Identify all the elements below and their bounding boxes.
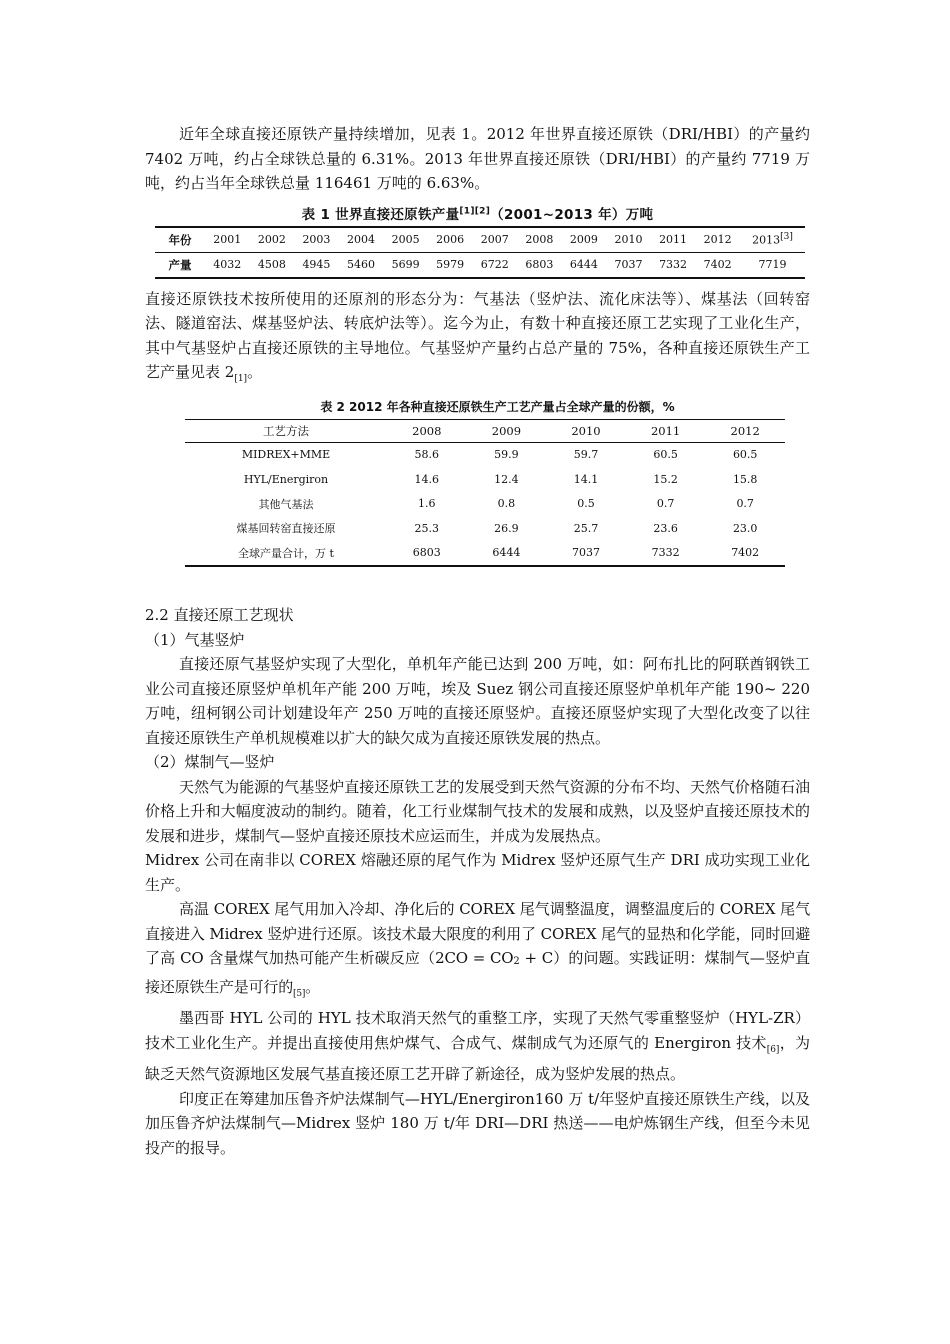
paragraph-hyl: 墨西哥 HYL 公司的 HYL 技术取消天然气的重整工序，实现了天然气零重整竖炉（HYL-ZR）技术工业化生产。并提出直接使用焦炉煤气、合成气、煤制成气为还原气的 Energiron 技术$_{[6]}$，为缺乏天然气资源地区发展气基直接还原工艺开辟了新途径，成为竖炉发展的热点。 bbox=[145, 1009, 810, 1083]
paragraph-gas-shaft: 直接还原气基竖炉实现了大型化，单机年产能已达到 200 万吨，如：阿布扎比的阿联酋钢铁工业公司直接还原竖炉单机年产能 200 万吨，埃及 Suez 钢公司直接还原竖炉单机年产能 190~ 220 万吨，纽柯钢公司计划建设年产 250 万吨的直接还原竖炉。直接还原竖炉实现了大型化改变了以往直接还原铁生产单机规模难以扩大的缺欠成为直接还原铁发展的热点。 bbox=[145, 655, 810, 747]
subsection-title-gas-shaft: （1）气基竖炉 bbox=[145, 630, 245, 649]
table1-output-row bbox=[155, 252, 805, 278]
table1-value: 7037 bbox=[606, 252, 651, 278]
table1-value: 6722 bbox=[472, 252, 517, 278]
table2-header-row bbox=[185, 419, 785, 442]
table-row bbox=[185, 516, 785, 541]
table2-title: 表 2 2012 年各种直接还原铁生产工艺产量占全球产量的份额，% bbox=[320, 399, 675, 414]
table2-cell: 6803 bbox=[387, 541, 467, 567]
table2-cell: 15.8 bbox=[732, 472, 758, 486]
table1-year: 2011 bbox=[651, 227, 696, 253]
table1-value: 6444 bbox=[562, 252, 607, 278]
table2-cell: 7332 bbox=[626, 541, 706, 567]
table2-cell: 7037 bbox=[546, 541, 626, 567]
table1-value: 5979 bbox=[428, 252, 473, 278]
table1-year: 2009 bbox=[562, 227, 607, 253]
table2-cell: 6444 bbox=[467, 541, 547, 567]
table1-value: 5460 bbox=[339, 252, 384, 278]
table2-header: 2011 bbox=[626, 419, 706, 442]
table2-process-share bbox=[185, 419, 785, 568]
table2-cell: 25.7 bbox=[573, 521, 599, 535]
table2-cell: 14.1 bbox=[573, 472, 599, 486]
table-row bbox=[185, 492, 785, 517]
table1-production bbox=[155, 226, 805, 279]
paragraph-corex-offgas: 高温 COREX 尾气用加入冷却、净化后的 COREX 尾气调整温度，调整温度后的 COREX 尾气直接进入 Midrex 竖炉进行还原。该技术最大限度的利用了 COREX 尾气的显热和化学能，同时回避了高 CO 含量煤气加热可能产生析碳反应（2CO = CO2 + C）的问题。实践证明：煤制气—竖炉直接还原铁生产是可行的$_{[5]}$。 bbox=[145, 900, 810, 999]
table1-header-output: 产量 bbox=[155, 252, 205, 278]
table1-year-last: 2013[3] bbox=[740, 227, 805, 253]
table1-value: 4945 bbox=[294, 252, 339, 278]
table2-cell: 25.3 bbox=[414, 521, 440, 535]
table1-value: 4032 bbox=[205, 252, 250, 278]
table1-year: 2008 bbox=[517, 227, 562, 253]
table2-cell: HYL/Energiron bbox=[243, 472, 329, 486]
table1-value: 5699 bbox=[383, 252, 428, 278]
table2-cell: 0.5 bbox=[577, 497, 595, 511]
table1-year: 2003 bbox=[294, 227, 339, 253]
table2-cell: 59.7 bbox=[573, 448, 599, 462]
table2-cell: 23.0 bbox=[732, 521, 758, 535]
table2-cell: 0.7 bbox=[656, 497, 675, 511]
table2-cell: 煤基回转窑直接还原 bbox=[236, 522, 336, 536]
table2-header: 2012 bbox=[705, 419, 785, 442]
table1-year: 2012 bbox=[695, 227, 740, 253]
table2-cell: 26.9 bbox=[494, 521, 519, 535]
table-row bbox=[185, 467, 785, 492]
table1-value: 7332 bbox=[651, 252, 696, 278]
paragraph-india: 印度正在筹建加压鲁齐炉法煤制气—HYL/Energiron160 万 t/年竖炉直接还原铁生产线，以及加压鲁齐炉法煤制气—Midrex 竖炉 180 万 t/年 DRI—DRI 热送——电炉炼钢生产线，但至今未见投产的报导。 bbox=[145, 1089, 810, 1157]
table2-cell: 全球产量合计，万 t bbox=[185, 541, 387, 567]
table2-cell: 12.4 bbox=[494, 472, 519, 486]
paragraph-coal-gas: 天然气为能源的气基竖炉直接还原铁工艺的发展受到天然气资源的分布不均、天然气价格随石油价格上升和大幅度波动的制约。随着，化工行业煤制气技术的发展和成熟，以及竖炉直接还原技术的发展和进步，煤制气—竖炉直接还原技术应运而生，并成为发展热点。 bbox=[145, 777, 810, 845]
table2-header: 2008 bbox=[387, 419, 467, 442]
table2-cell: 58.6 bbox=[414, 448, 440, 462]
paragraph-reductant-types: 直接还原铁技术按所使用的还原剂的形态分为：气基法（竖炉法、流化床法等）、煤基法（回转窑法、隧道窑法、煤基竖炉法、转底炉法等）。迄今为止，有数十种直接还原工艺实现了工业化生产，其中气基竖炉占直接还原铁的主导地位。气基竖炉产量约占总产量的 75%，各种直接还原铁生产工艺产量见表 $2_{[1]}$。 bbox=[145, 289, 810, 384]
document-page bbox=[145, 122, 810, 1160]
section-title: 2.2 直接还原工艺现状 bbox=[145, 606, 294, 624]
table2-cell: MIDREX+MME bbox=[241, 448, 331, 462]
table1-year-row bbox=[155, 227, 805, 253]
table-row bbox=[185, 442, 785, 467]
table2-header: 2009 bbox=[467, 419, 547, 442]
table1-year: 2007 bbox=[472, 227, 517, 253]
table2-cell: 23.6 bbox=[653, 521, 678, 535]
table1-year: 2006 bbox=[428, 227, 473, 253]
table1-value: 7402 bbox=[695, 252, 740, 278]
table2-header: 工艺方法 bbox=[185, 419, 387, 442]
paragraph-midrex-corex: Midrex 公司在南非以 COREX 熔融还原的尾气作为 Midrex 竖炉还原气生产 DRI 成功实现工业化生产。 bbox=[145, 851, 810, 894]
table1-value: 4508 bbox=[250, 252, 295, 278]
paragraph-intro: 近年全球直接还原铁产量持续增加，见表 1。2012 年世界直接还原铁（DRI/HBI）的产量约 7402 万吨，约占全球铁总量的 6.31%。2013 年世界直接还原铁（DRI/HBI）的产量约 7719 万吨，约占当年全球铁总量 116461 万吨的 6.63%。 bbox=[145, 125, 810, 192]
table2-cell: 59.9 bbox=[494, 448, 519, 462]
table2-cell: 7402 bbox=[705, 541, 785, 567]
table2-cell: 0.8 bbox=[497, 497, 516, 511]
table1-year: 2002 bbox=[250, 227, 295, 253]
table1-year: 2004 bbox=[339, 227, 384, 253]
table1-year: 2001 bbox=[205, 227, 250, 253]
table2-header: 2010 bbox=[546, 419, 626, 442]
table2-cell: 1.6 bbox=[418, 497, 436, 511]
table1-header-year: 年份 bbox=[155, 227, 205, 253]
table1-title: 表 1 世界直接还原铁产量[1][2]（2001~2013 年）万吨 bbox=[301, 206, 654, 223]
table1-year: 2010 bbox=[606, 227, 651, 253]
table1-value: 6803 bbox=[517, 252, 562, 278]
table-row bbox=[185, 541, 785, 567]
subsection-title-coal-gas: （2）煤制气—竖炉 bbox=[145, 753, 275, 771]
table1-year: 2005 bbox=[383, 227, 428, 253]
table1-value: 7719 bbox=[740, 252, 805, 278]
table2-cell: 其他气基法 bbox=[258, 497, 314, 511]
table2-cell: 15.2 bbox=[653, 472, 678, 486]
table2-cell: 60.5 bbox=[732, 448, 758, 462]
table2-cell: 14.6 bbox=[414, 472, 440, 486]
table2-cell: 0.7 bbox=[736, 497, 754, 511]
table2-cell: 60.5 bbox=[653, 448, 678, 462]
